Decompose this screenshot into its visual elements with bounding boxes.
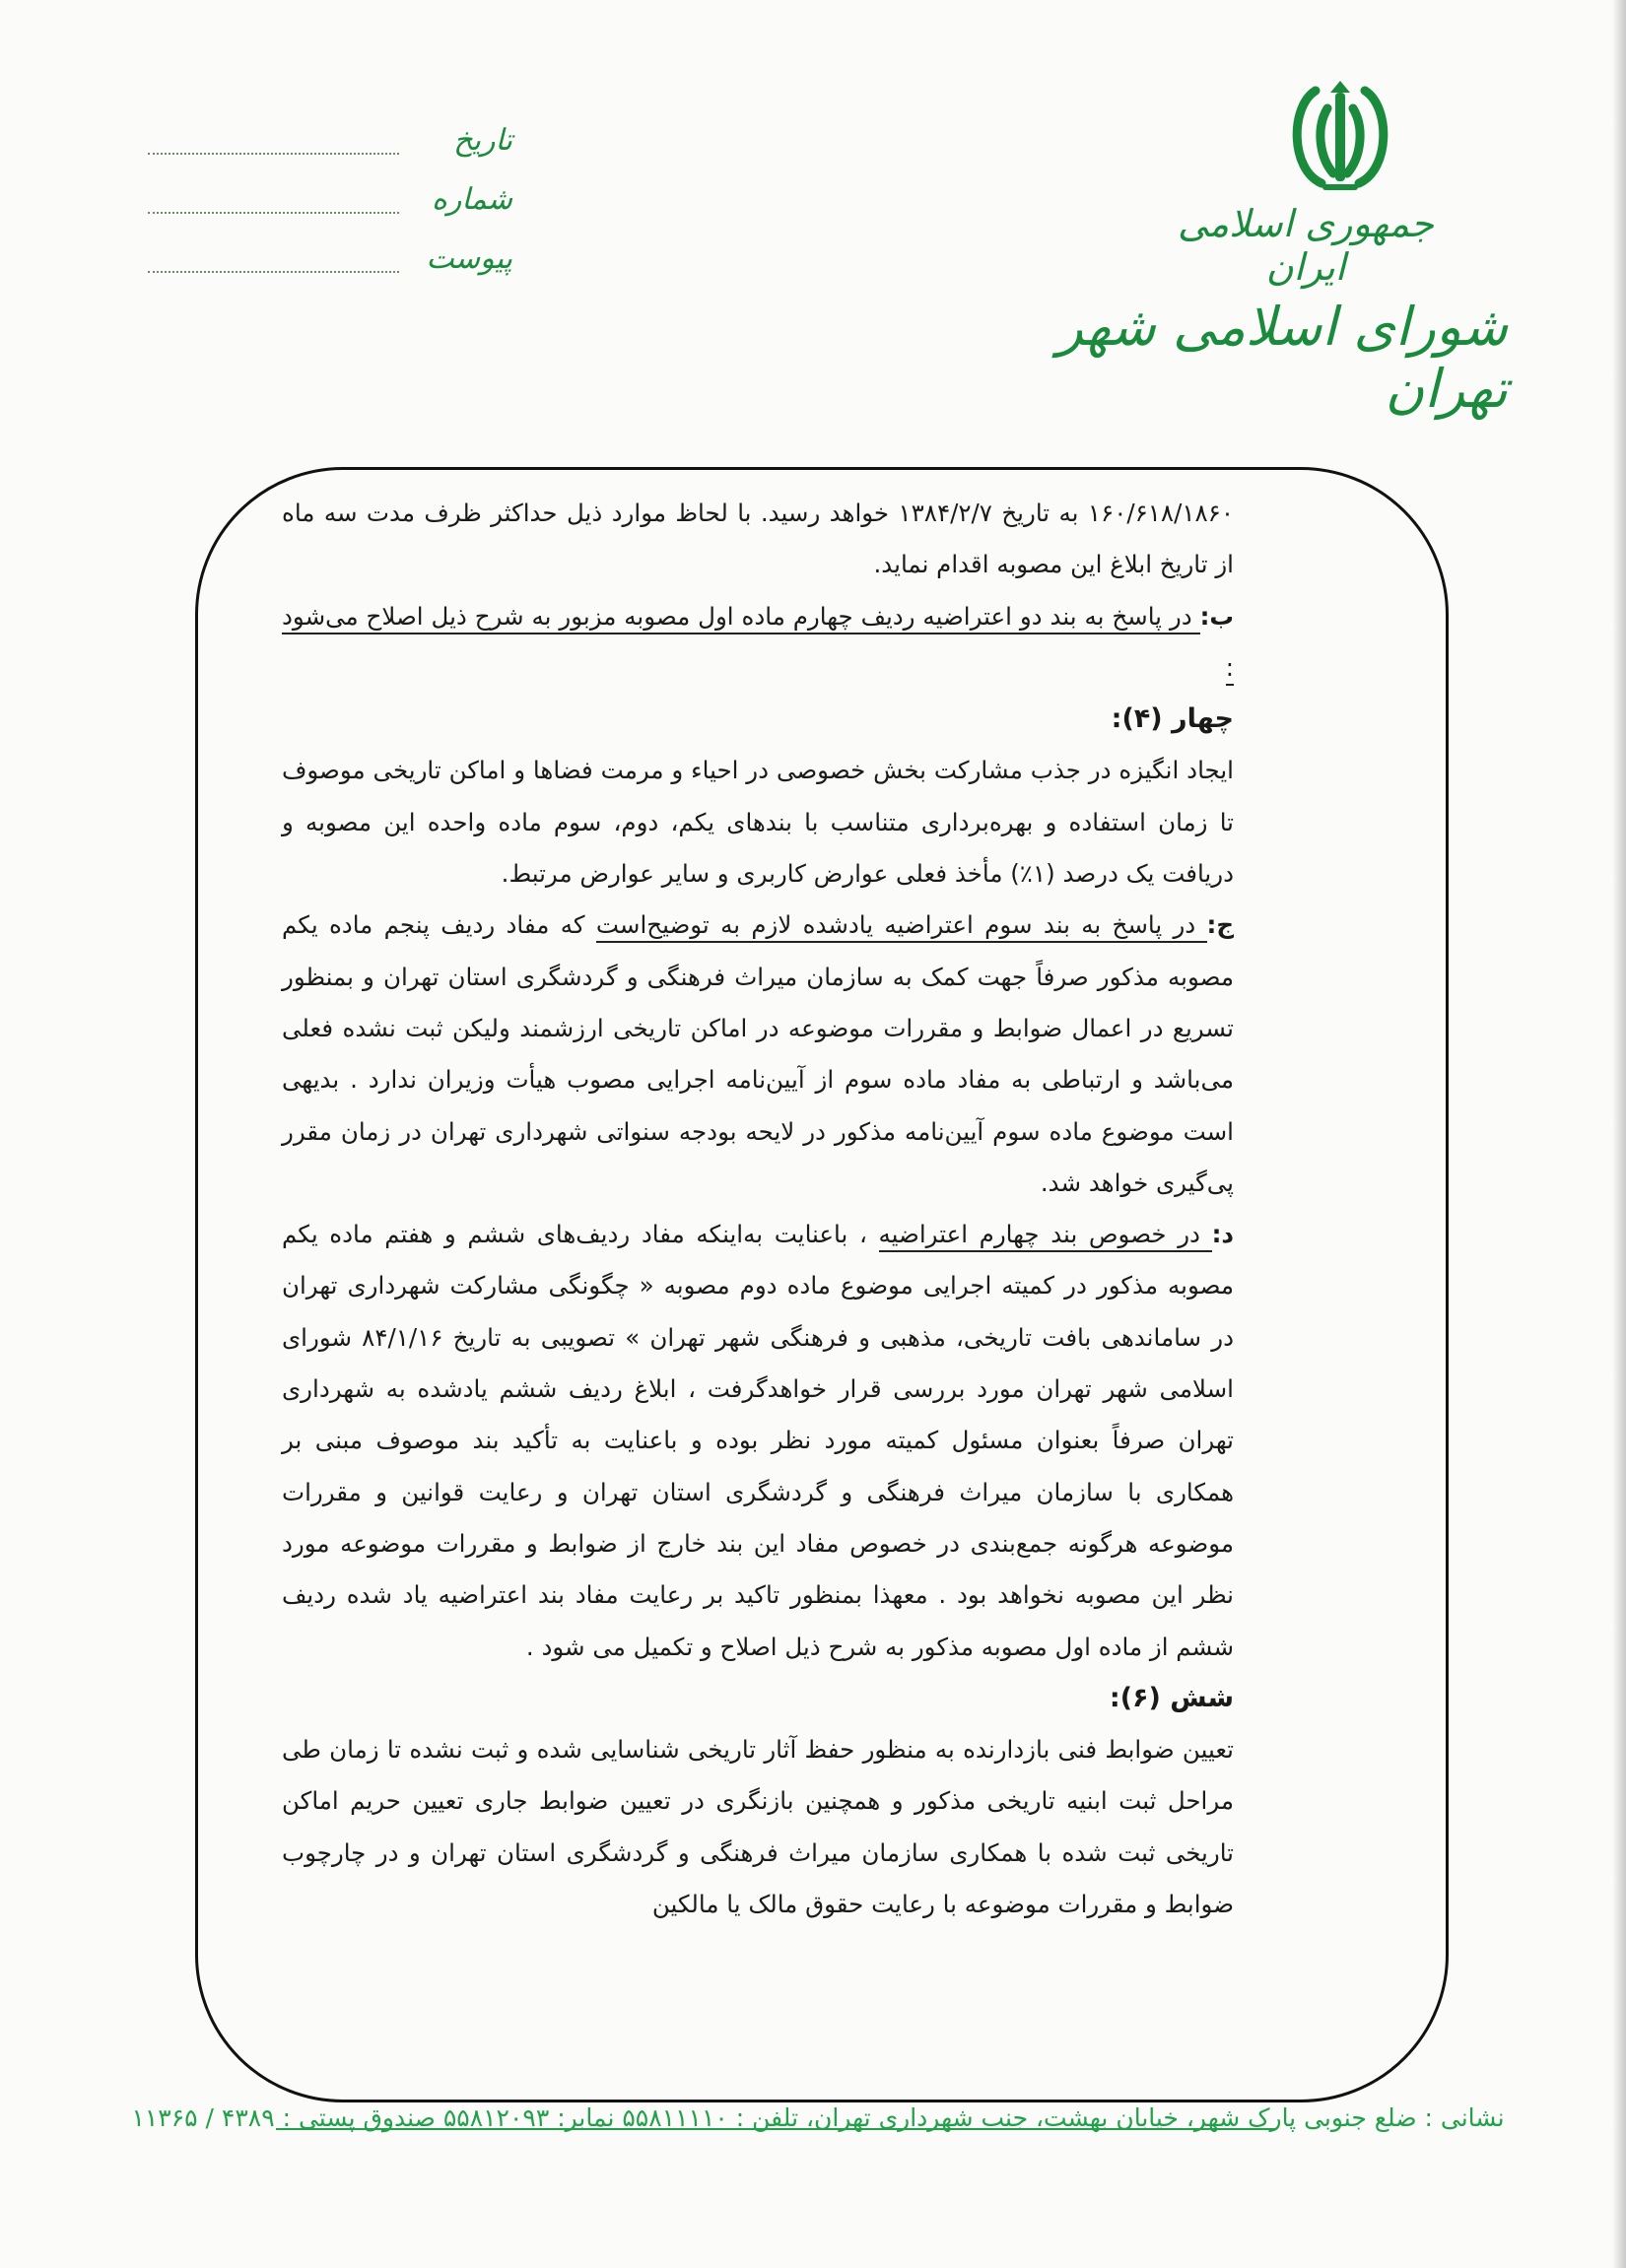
number-value-line	[148, 212, 399, 214]
date-field	[148, 123, 512, 172]
paragraph-d-label: د:	[1211, 1220, 1234, 1249]
republic-name: جمهوری اسلامی ایران	[1178, 202, 1434, 289]
attachment-value-line	[148, 271, 399, 273]
number-label: شماره	[432, 182, 512, 217]
date-label: تاریخ	[453, 123, 512, 158]
paragraph-d-text: ، باعنایت به‌اینکه مفاد ردیف‌های ششم و هفتم ماده یکم مصوبه مذکور در کمیته اجرایی موضوع ماده دوم مصوبه « چگونگی مشارکت شهرداری تهران در ساماندهی بافت تاریخی، مذهبی و فرهنگی شهر تهران » تصویبی به تاریخ ۸۴/۱/۱۶ شورای اسلامی شهر تهران مورد بررسی قرار خواهدگرفت ، ابلاغ ردیف ششم یادشده به شهرداری تهران صرفاً بعنوان مسئول کمیته مورد نظر بوده و باعنایت به تأکید بند موصوف مبنی بر همکاری با سازمان میراث فرهنگی و گردشگری استان تهران و رعایت قوانین و مقررات موضوعه هرگونه جمع‌بندی در خصوص مفاد این بند خارج از ضوابط و مقررات موضوعه مورد نظر این مصوبه نخواهد بود . معهذا بمنظور تاکید بر رعایت مفاد بند اعتراضیه یاد شده ردیف ششم از ماده اول مصوبه مذکور به شرح ذیل اصلاح و تکمیل می شود .	[282, 1220, 1234, 1661]
paragraph-c-underlined: در پاسخ به بند سوم اعتراضیه یادشده لازم به توضیح‌است	[596, 910, 1207, 943]
paragraph-d-underlined: در خصوص بند چهارم اعتراضیه	[879, 1220, 1212, 1252]
paragraph-intro: ۱۶۰/۶۱۸/۱۸۶۰ به تاریخ ۱۳۸۴/۲/۷ خواهد رسید. با لحاظ موارد ذیل حداکثر ظرف مدت سه ماه از تاریخ ابلاغ این مصوبه اقدام نماید.	[282, 499, 1234, 579]
paragraph-c	[282, 900, 1234, 1209]
paragraph-four: ایجاد انگیزه در جذب مشارکت بخش خصوصی در احیاء و مرمت فضاها و اماکن تاریخی موصوف تا زمان استفاده و بهره‌برداری متناسب با بندهای یکم، دوم، سوم ماده واحده این مصوبه و دریافت یک درصد (۱٪) مأخذ فعلی عوارض کاربری و سایر عوارض مرتبط.	[282, 756, 1234, 889]
paragraph-d	[282, 1209, 1234, 1673]
heading-six: شش (۶):	[1109, 1682, 1234, 1713]
iran-emblem-icon	[1276, 79, 1404, 197]
letter-body	[282, 488, 1234, 1930]
council-name: شورای اسلامی شهر تهران	[1056, 296, 1508, 420]
letterhead	[0, 0, 1626, 463]
paragraph-b	[282, 591, 1234, 695]
heading-four: چهار (۴):	[1111, 703, 1234, 735]
paragraph-six: تعیین ضوابط فنی بازدارنده به منظور حفظ آثار تاریخی شناسایی شده و ثبت نشده تا زمان طی مراحل ثبت ابنیه تاریخی مذکور و همچنین بازنگری در تعیین ضوابط جاری تعیین حریم اماکن تاریخی ثبت شده با همکاری سازمان میراث فرهنگی و گردشگری استان تهران و در چارچوب ضوابط و مقررات موضوعه با رعایت حقوق مالک یا مالکین	[282, 1735, 1234, 1919]
number-field	[148, 182, 512, 232]
date-value-line	[148, 153, 399, 155]
attachment-field	[148, 241, 512, 291]
paragraph-b-label: ب:	[1199, 601, 1234, 631]
paragraph-c-label: ج:	[1206, 910, 1235, 940]
footer-strike-line	[276, 2128, 1276, 2130]
attachment-label: پیوست	[426, 241, 512, 276]
footer-address: نشانی : ضلع جنوبی پارک شهر، خیابان بهشت، جنب شهرداری تهران، تلفن : ۵۵۸۱۱۱۱۰ نمابر: ۵۵۸۱۲۰۹۳ صندوق پستی : ۴۳۸۹ / ۱۱۳۶۵	[131, 2103, 1505, 2132]
paragraph-c-text: که مفاد ردیف پنجم ماده یکم مصوبه مذکور صرفاً جهت کمک به سازمان میراث فرهنگی و گردشگری استان تهران و بمنظور تسریع در اعمال ضوابط و مقررات موضوعه در اماکن تاریخی ارزشمند ولیکن ثبت نشده فعلی می‌باشد و ارتباطی به مفاد ماده سوم از آیین‌نامه اجرایی مصوب هیأت وزیران ندارد . بدیهی است موضوع ماده سوم آیین‌نامه مذکور در لایحه بودجه سنواتی شهرداری تهران در زمان مقرر پی‌گیری خواهد شد.	[282, 910, 1234, 1197]
paragraph-b-text: در پاسخ به بند دو اعتراضیه ردیف چهارم ماده اول مصوبه مزبور به شرح ذیل اصلاح می‌شود :	[282, 602, 1234, 686]
